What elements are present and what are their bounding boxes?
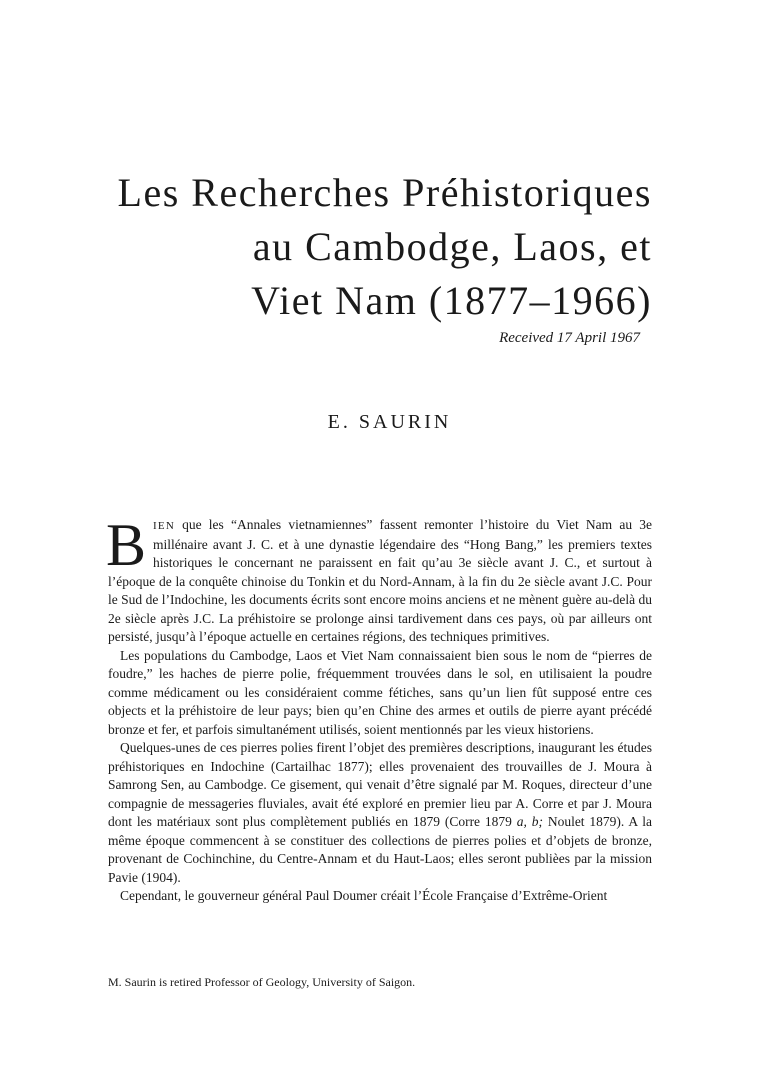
- paragraph-2-text: Les populations du Cambodge, Laos et Viet Nam connaissaient bien sous le nom de “pierres de foudre,” les haches de pierre polie, fréquemment trouvées dans le sol, en utilisaient la poudre comme médicament ou les considéraient comme fétiches, sans qu’un lien fût supposé entre ces objects et la préhistoire de leur pays; bien qu’en Chine des armes et outils de pierre ayant précédé bronze et fer, et parfois simultanément utilisés, soient mentionnés par les vieux historiens.: [108, 647, 652, 737]
- paragraph-2: [108, 647, 652, 740]
- paragraph-3-italic: a, b;: [516, 814, 543, 829]
- author-footnote: M. Saurin is retired Professor of Geology, University of Saigon.: [108, 975, 416, 989]
- author-name: E. SAURIN: [327, 411, 452, 433]
- paragraph-1-text: que les “Annales vietnamiennes” fassent remonter l’histoire du Viet Nam au 3e millénaire avant J. C. et à une dynastie légendaire des “Hong Bang,” les premiers textes historiques le concernant ne paraissent en fait qu’au 3e siècle avant J. C., et surtout à l’époque de la conquête chinoise du Tonkin et du Nord-Annam, à la fin du 2e siècle avant J.C. Pour le Sud de l’Indochine, les documents écrits sont encore moins anciens et ne mènent guère au-delà du 2e siècle après J.C. La préhistoire se prolonge ainsi tardivement dans ces pays, où par ailleurs ont persisté, jusqu’à l’époque actuelle en certaines régions, des techniques primitives.: [108, 517, 652, 644]
- article-body: [106, 512, 652, 906]
- paragraph-3-text-a: Quelques-unes de ces pierres polies firent l’objet des premières descriptions, inaugurant les études préhistoriques en Indochine (Cartailhac 1877); elles provenaient des trouvailles de J. Moura à Samrong Sen, au Cambodge. Ce gisement, qui venait d’être signalé par M. Roques, directeur d’une compagnie de messageries fluviales, avait été exploré en premier lieu par A. Corre et par J. Moura dont les matériaux sont plus complètement publiés en 1879 (Corre 1879: [108, 740, 652, 829]
- received-date: Received 17 April 1967: [499, 330, 640, 346]
- paragraph-3: [108, 739, 652, 887]
- paragraph-1: [106, 512, 652, 647]
- paragraph-4-text: Cependant, le gouverneur général Paul Doumer créait l’École Française d’Extrême-Orient: [120, 888, 608, 903]
- article-title: [0, 166, 652, 328]
- paragraph-4: [108, 887, 652, 906]
- paragraph-1-lead: IEN: [153, 520, 175, 532]
- title-line-2: au Cambodge, Laos, et: [252, 224, 652, 269]
- drop-cap: B: [106, 512, 147, 578]
- paragraph-3-text-b: Noulet 1879). A la même époque commencent à se constituer des collections de pierres polies et d’objets de bronze, provenant de Cochinchine, du Centre-Annam et du Haut-Laos; elles seront publièes par la mission Pavie (1904).: [108, 814, 652, 885]
- title-line-1: Les Recherches Préhistoriques: [117, 170, 652, 215]
- title-line-3: Viet Nam (1877–1966): [251, 278, 652, 323]
